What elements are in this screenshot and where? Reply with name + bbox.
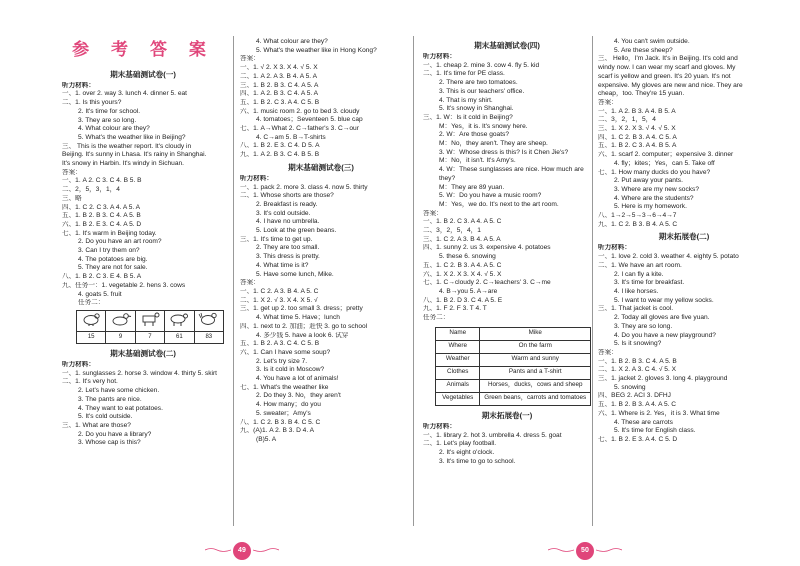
answer-line: 答案： [240, 55, 260, 63]
table-key: Name [436, 327, 480, 340]
answer-line: 3. W：Whose dress is this? Is it Chen Jie's? [439, 148, 569, 156]
table-key: Where [436, 340, 480, 353]
answer-line: 三、 This is the weather report. It's cloudy in [62, 142, 192, 150]
answer-line: 一、1. A 2. C 3. C 4. B 5. B [62, 177, 142, 185]
answer-line: they? [439, 174, 456, 182]
answer-line: 六、1. scarf 2. computer；expensive 3. dinner [598, 151, 734, 159]
answer-line: 4. The potatoes are big. [78, 255, 148, 263]
answer-line: 5. Is it snowing? [614, 340, 662, 348]
answer-line: 一、1. love 2. cold 3. weather 4. eighty 5. potato [598, 253, 739, 261]
answer-line: 2. Let's try size 7. [256, 357, 308, 365]
table-row [436, 353, 591, 366]
answer-line: 4. These are carrots [614, 418, 673, 426]
answer-line: 三、1. W：Is it cold in Beijing? [423, 113, 513, 121]
answer-line: 4. C→am 5. B→T-shirts [256, 133, 326, 141]
flower-ornament-icon [205, 547, 231, 553]
section-title: 期末基础测试卷(四) [474, 41, 540, 50]
animal-count: 15 [77, 331, 106, 343]
answer-line: 5. I want to wear my yellow socks. [614, 296, 714, 304]
answer-line: 4. What colour are they? [78, 125, 150, 133]
answer-line: 3. This is our teachers' office. [439, 87, 525, 95]
answer-line: 2. W：Are those goats? [439, 131, 510, 139]
table-row [436, 340, 591, 353]
answer-line: 八、1→2→5→3→6→4→7 [598, 212, 677, 220]
answer-line: 一、1. B 2. B 3. C 4. A 5. B [598, 357, 677, 365]
answer-line: 5. What's the weather like in Hong Kong? [256, 46, 377, 54]
table-row [436, 366, 591, 379]
answer-line: 3. It's time for breakfast. [614, 279, 685, 287]
answer-line: 5. W：Do you have a music room? [439, 192, 542, 200]
animal-count: 61 [165, 331, 194, 343]
answer-line: 八、1. B 2. E 3. C 4. D 5. A [240, 142, 320, 150]
answer-line: 3. This dress is pretty. [256, 253, 320, 261]
answer-line: 3. Can I try them on? [78, 247, 140, 255]
answer-line: 一、1. B 2. C 3. A 4. A 5. C [423, 218, 502, 226]
answer-line: 二、1. We have an art room. [598, 261, 682, 269]
answer-line: 二、3，2，1，5，4 [598, 116, 656, 124]
answer-line: Beijing. It's sunny in Lhasa. It's rainy in Shanghai. [62, 151, 207, 159]
answer-line: 4. What time is it? [256, 261, 309, 269]
listening-heading: 听力材料： [62, 360, 95, 368]
answer-line: 答案： [598, 98, 618, 106]
listening-heading: 听力材料： [240, 174, 273, 182]
answer-line: 三、1. It's time to get up. [240, 235, 313, 243]
answer-line: 九、任务一：1. vegetable 2. hens 3. cows [62, 281, 186, 289]
answer-line: 二、1. A 2. A 3. B 4. A 5. A [240, 72, 317, 80]
table-value: Horses，ducks，cows and sheep [480, 379, 591, 392]
answer-line: 九、1. A 2. B 3. C 4. B 5. B [240, 151, 320, 159]
answer-line: 三、1. That jacket is cool. [598, 305, 674, 313]
answer-list [240, 38, 402, 160]
answer-line: M：They are 89 yuan. [439, 183, 505, 191]
answer-line: 七、1. C→cloudy 2. C→teachers' 3. C→me [423, 279, 551, 287]
answer-line: 5. They are not for sale. [78, 264, 148, 272]
answer-line: 一、1. pack 2. more 3. class 4. now 5. thirty [240, 183, 368, 191]
answer-line: 四、BEG 2. ACI 3. DFHJ [598, 392, 671, 400]
answer-line: 5. Here is my homework. [614, 203, 687, 211]
flower-ornament-icon [253, 547, 279, 553]
answer-line: 九、1. F 2. F 3. T 4. T [423, 305, 487, 313]
goat-icon [135, 310, 164, 331]
section-title: 期末基础测试卷(三) [288, 162, 354, 172]
answer-line: 一、1. sunglasses 2. horse 3. window 4. thirty 5. skirt [62, 369, 218, 377]
answer-line: 4. What colour are they? [256, 38, 328, 45]
answer-line: M：No，they aren't. They are sheep. [439, 140, 548, 148]
answer-line: 八、1. B 2. C 3. E 4. B 5. A [62, 273, 142, 281]
answer-line: 4. What time 5. Have；lunch [256, 314, 340, 322]
answer-line: 二、1. X 2. √ 3. X 4. X 5. √ [240, 296, 318, 304]
answer-line: 七、1. B 2. E 3. A 4. C 5. D [598, 435, 678, 443]
table-key: Vegetables [436, 392, 480, 405]
answer-line: 5. What's the weather like in Beijing? [78, 133, 186, 141]
answer-line: 七、1. What's the weather like [240, 383, 329, 391]
answer-line: 六、1. Can I have some soup? [240, 348, 331, 356]
answer-list [598, 38, 770, 229]
answer-line: 2. Do you have an art room? [78, 238, 162, 246]
column-divider [233, 36, 234, 526]
answer-line: 3. They are so long. [78, 116, 137, 124]
flower-ornament-icon [596, 547, 622, 553]
answer-line: 4. That is my shirt. [439, 96, 493, 104]
task-label: 任务二： [78, 299, 105, 307]
animal-count-table [76, 310, 224, 344]
answer-line: 2. It's time for school. [78, 107, 141, 115]
answer-line: 二、1. X 2. A 3. C 4. √ 5. X [598, 366, 677, 374]
page-number-badge [205, 542, 279, 560]
section-title: 期末拓展卷(一) [481, 410, 533, 420]
rooster-icon [194, 310, 223, 331]
answer-line: 一、1. √ 2. X 3. X 4. √ 5. X [240, 64, 318, 72]
answer-line: 答案： [598, 348, 618, 356]
answer-line: 七、1. It's warm in Beijing today. [62, 229, 157, 237]
answer-line: 二、3，2，5，4，1 [423, 227, 481, 235]
section-title: 期末基础测试卷(一) [110, 69, 176, 79]
answer-line: 4. B→you 5. A→are [439, 287, 498, 295]
listening-heading: 听力材料： [598, 244, 631, 252]
answer-list [423, 432, 591, 467]
table-key: Weather [436, 353, 480, 366]
answer-line: 4. I have no umbrella. [256, 218, 320, 226]
answer-line: 4. You have a lot of animals! [256, 375, 339, 383]
answer-line: 2. I can fly a kite. [614, 270, 664, 278]
answer-line: 4. fly；kites；Yes，can 5. Take off [614, 159, 715, 167]
answer-line: 5. snowing [614, 383, 646, 391]
answer-line: 四、1. C 2. B 3. A 4. C 5. A [598, 133, 677, 141]
answer-line: 2. Do you have a library? [78, 430, 152, 438]
answer-line: 4. I like horses. [614, 287, 659, 295]
answer-line: 三、 Hello，I'm Jack. It's in Beijing. It's cold and [598, 55, 738, 63]
animal-count: 9 [106, 331, 135, 343]
listening-heading: 听力材料： [423, 53, 456, 60]
answer-list [423, 62, 591, 323]
answer-line: 二、1. Let's play football. [423, 440, 497, 448]
answer-line: 3. Where are my new socks? [614, 185, 700, 193]
answer-line: 3. They are so long. [614, 322, 673, 330]
answer-line: 五、1. B 2. A 3. C 4. C 5. B [240, 340, 320, 348]
column-2 [240, 38, 402, 445]
answer-line: 4. W：These sunglasses are nice. How much are [439, 166, 584, 174]
answer-line: 五、1. C 2. B 3. A 4. A 5. C [423, 261, 502, 269]
answer-line: 六、1. Where is 2. Yes，it is 3. What time [598, 409, 720, 417]
answer-line: 4. 多少钱 5. have a look 6. 试穿 [256, 331, 349, 339]
answer-line: 4. Do you have a new playground? [614, 331, 716, 339]
listening-heading: 听力材料： [423, 422, 456, 430]
answer-list [62, 370, 224, 448]
answer-line: 五、1. B 2. B 3. A 4. A 5. C [598, 401, 677, 409]
column-4 [598, 38, 770, 445]
section-title: 期末基础测试卷(二) [110, 348, 176, 358]
answer-line: 5. It's snowy in Shanghai. [439, 105, 514, 113]
answer-line: 3. It's time to go to school. [439, 457, 516, 465]
answer-line: 3. The pants are nice. [78, 395, 142, 403]
answer-line: 4. How many；do you [256, 401, 321, 409]
answer-line: 一、1. C 2. A 3. B 4. A 5. C [240, 287, 319, 295]
answer-line: 六、1. B 2. E 3. C 4. A 5. D [62, 220, 142, 228]
cow-icon [165, 310, 194, 331]
answer-line: 5. It's time for English class. [614, 427, 696, 435]
answer-line: 三、1. jacket 2. gloves 3. long 4. playground [598, 375, 728, 383]
answer-line: M：No，it isn't. It's Amy's. [439, 157, 516, 165]
answer-line: 三、略 [62, 194, 82, 202]
answer-line: expensive. My gloves are new and nice. They are [598, 81, 743, 89]
hen-icon [77, 310, 106, 331]
answer-line: 3. Is it cold in Moscow? [256, 366, 325, 374]
table-row [436, 392, 591, 405]
table-value: Green beans，carrots and tomatoes [480, 392, 591, 405]
animal-count: 83 [194, 331, 223, 343]
answer-line: 4. goats 5. fruit [78, 290, 122, 298]
answer-line: 三、1. get up 2. too small 3. dress；pretty [240, 305, 363, 313]
answer-line: 三、1. What are those? [62, 421, 131, 429]
answer-line: 2. Let's have some chicken. [78, 387, 160, 395]
answer-line: (B)5. A [256, 435, 277, 443]
answer-line: 任务二： [423, 314, 450, 322]
column-3 [423, 38, 591, 466]
answer-line: 3. Whose cap is this? [78, 439, 141, 447]
answer-line: cheap，too. They're 15 yuan. [598, 90, 685, 98]
answer-line: scarf is yellow and green. It's 20 yuan. It's not [598, 72, 731, 80]
table-key: Clothes [436, 366, 480, 379]
duck-icon [106, 310, 135, 331]
page-number-badge [548, 542, 622, 560]
table-row [436, 379, 591, 392]
table-value: On the farm [480, 340, 591, 353]
answer-line: 答案： [423, 209, 443, 217]
answer-line: 4. You can't swim outside. [614, 38, 690, 45]
answer-line: 一、1. over 2. way 3. lunch 4. dinner 5. eat [62, 90, 187, 98]
answer-line: 2. Breakfast is ready. [256, 200, 318, 208]
answer-line: 三、1. C 2. A 3. B 4. A 5. A [423, 235, 501, 243]
answer-line: 四、1. A 2. B 3. C 4. A 5. A [240, 90, 319, 98]
section-title: 期末拓展卷(二) [658, 232, 710, 242]
answer-line: 一、1. library 2. hot 3. umbrella 4. dress 5. goat [423, 431, 562, 439]
answer-line: 5. Look at the green beans. [256, 227, 337, 235]
answer-list [240, 184, 402, 445]
answer-line: 5. Have some lunch, Mike. [256, 270, 334, 278]
answer-line: 三、1. B 2. B 3. C 4. A 5. A [240, 81, 319, 89]
answer-line: 四、1. C 2. C 3. A 4. A 5. A [62, 203, 141, 211]
answer-line: 4. tomatoes；Seventeen 5. blue cap [256, 116, 363, 124]
answer-line: 2. It's eight o'clock. [439, 448, 495, 456]
info-table [435, 327, 591, 406]
flower-ornament-icon [548, 547, 574, 553]
answer-line: 二、1. Is this yours? [62, 99, 122, 107]
page-title: 参 考 答 案 [72, 40, 214, 60]
answer-line: 一、1. A 2. B 3. A 4. B 5. A [598, 107, 676, 115]
table-value: Pants and a T-shirt [480, 366, 591, 379]
table-row [436, 327, 591, 340]
answer-line: 一、1. cheap 2. mine 3. cow 4. fly 5. kid [423, 61, 540, 69]
answer-line: 4. They want to eat potatoes. [78, 404, 163, 412]
answer-line: 六、1. music room 2. go to bed 3. cloudy [240, 107, 360, 115]
answer-line: M：Yes，we do. It's next to the art room. [439, 200, 559, 208]
answer-line: 五、1. B 2. C 3. A 4. C 5. B [240, 98, 320, 106]
answer-line: 四、1. next to 2. 加油；赶快 3. go to school [240, 322, 368, 330]
answer-line: 二、1. It's time for PE class. [423, 70, 505, 78]
answer-line: 五、1. B 2. B 3. C 4. A 5. B [62, 212, 141, 220]
answer-line: windy now. I can wear my scarf and gloves. My [598, 64, 736, 72]
answer-line: 2. Today all gloves are five yuan. [614, 314, 710, 322]
answer-list [598, 253, 770, 444]
answer-line: 二、2，5，3，1，4 [62, 186, 120, 194]
answer-line: 4. Where are the students? [614, 194, 694, 202]
answer-line: 五、1. B 2. C 3. A 4. B 5. A [598, 142, 677, 150]
page-number: 49 [233, 542, 251, 560]
answer-line: 九、1. C 2. B 3. B 4. A 5. C [598, 220, 678, 228]
answer-line: 八、1. C 2. B 3. B 4. C 5. C [240, 418, 321, 426]
answer-line: 九、(A)1. A 2. B 3. D 4. A [240, 427, 315, 435]
answer-line: 二、1. It's very hot. [62, 378, 118, 386]
answer-line: 2. They are too small. [256, 244, 320, 252]
answer-line: 5. sweater；Amy's [256, 409, 311, 417]
table-value: Mike [480, 327, 591, 340]
answer-line: 2. Put away your pants. [614, 177, 683, 185]
answer-line: 2. There are two tomatoes. [439, 79, 518, 87]
listening-heading: 听力材料： [62, 81, 95, 89]
answer-line: 三、1. X 2. X 3. √ 4. √ 5. X [598, 125, 676, 133]
answer-line: It's snowy in Harbin. It's windy in Sichuan. [62, 160, 184, 168]
answer-line: 5. It's cold outside. [78, 413, 133, 421]
answer-line: 5. these 6. snowing [439, 253, 496, 261]
answer-line: 5. Are these sheep? [614, 46, 673, 54]
column-divider [413, 36, 414, 526]
page-number: 50 [576, 542, 594, 560]
column-1 [62, 32, 224, 448]
answer-list [62, 90, 224, 299]
answer-line: 六、1. X 2. X 3. X 4. √ 5. X [423, 270, 502, 278]
answer-line: 3. It's cold outside. [256, 209, 311, 217]
table-value: Warm and sunny [480, 353, 591, 366]
answer-line: 二、1. Whose shorts are those? [240, 192, 334, 200]
answer-line: 七、1. How many ducks do you have? [598, 168, 711, 176]
answer-line: 答案： [62, 168, 82, 176]
answer-line: 答案： [240, 279, 260, 287]
table-key: Animals [436, 379, 480, 392]
column-divider [592, 36, 593, 526]
answer-line: 四、1. sunny 2. us 3. expensive 4. potatoes [423, 244, 551, 252]
answer-line: M：Yes，it is. It's snowy here. [439, 122, 528, 130]
animal-count: 7 [135, 331, 164, 343]
answer-line: 2. Do they 3. No，they aren't [256, 392, 341, 400]
answer-line: 八、1. B 2. D 3. C 4. A 5. E [423, 296, 503, 304]
answer-line: 七、1. A→What 2. C→father's 3. C→our [240, 125, 359, 133]
